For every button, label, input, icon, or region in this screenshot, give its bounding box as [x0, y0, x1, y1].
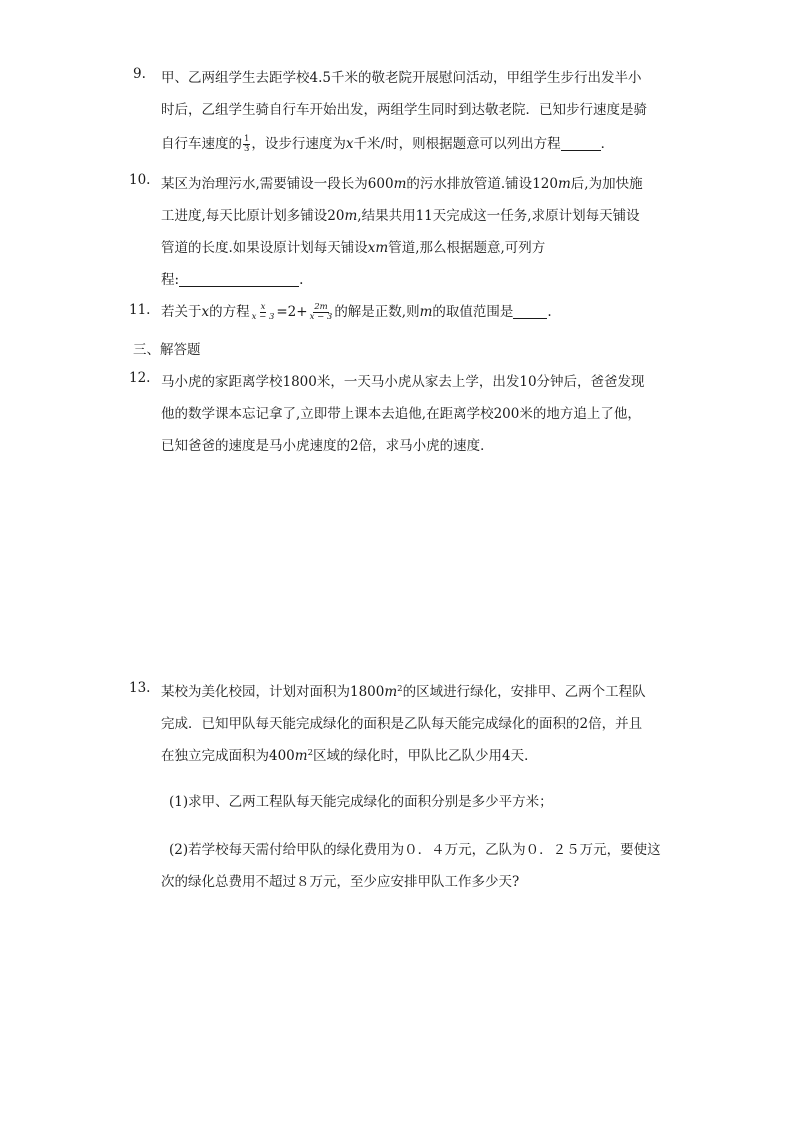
question-number: 13.	[129, 680, 151, 696]
question-text-line: 管道的长度.如果设原计划每天铺设xm管道,那么根据题意,可列方	[161, 240, 546, 256]
question-number: 11.	[129, 302, 151, 318]
answer-blank[interactable]	[513, 304, 547, 319]
question-text-line: 自行车速度的 $\frac{1}{3}$ ，设步行速度为x千米/时，则根据题意可以列出方程 ．	[161, 134, 615, 154]
question-text-line: 某区为治理污水,需要铺设一段长为600m的污水排放管道.铺设120m后,为加快施	[161, 176, 643, 192]
fraction: $\frac{x}{x - 3}$	[251, 302, 275, 322]
sub-question-2: (2)若学校每天需付给甲队的绿化费用为０．４万元，乙队为０．２５万元，要使这	[169, 842, 661, 858]
question-text-line: 若关于x的方程 $\frac{x}{x - 3}$ =2+ $\frac{2m}{x - 3}$ 的解是正数,则m的取值范围是 .	[161, 302, 552, 322]
fraction: $\frac{1}{3}$	[244, 134, 250, 154]
question-text-line: 工进度,每天比原计划多铺设20m,结果共用11天完成这一任务,求原计划每天铺设	[161, 208, 640, 224]
sub-question-1: (1)求甲、乙两工程队每天能完成绿化的面积分别是多少平方米；	[169, 794, 553, 810]
question-number: 9.	[133, 66, 146, 82]
question-text-line: 他的数学课本忘记拿了,立即带上课本去追他,在距离学校200米的地方追上了他，	[161, 406, 641, 422]
question-text-line: 完成．已知甲队每天能完成绿化的面积是乙队每天能完成绿化的面积的2倍，并且	[161, 716, 643, 732]
question-text-line: 某校为美化校园，计划对面积为$1800m^2$的区域进行绿化，安排甲、乙两个工程队	[161, 684, 646, 700]
fraction: $\frac{2m}{x - 3}$	[309, 302, 333, 322]
sub-question-2-continued: 次的绿化总费用不超过８万元，至少应安排甲队工作多少天?	[161, 874, 520, 890]
question-text-line: 在独立完成面积为$400m^2$区域的绿化时，甲队比乙队少用4天．	[161, 748, 538, 764]
question-text-line: 甲、乙两组学生去距学校4.5千米的敬老院开展慰问活动，甲组学生步行出发半小	[161, 70, 642, 86]
question-number: 12.	[129, 370, 151, 386]
question-text-line: 时后，乙组学生骑自行车开始出发，两组学生同时到达敬老院．已知步行速度是骑	[161, 102, 647, 118]
question-text-line: 马小虎的家距离学校1800米，一天马小虎从家去上学，出发10分钟后，爸爸发现	[161, 374, 645, 390]
answer-blank[interactable]	[561, 136, 601, 151]
question-number: 10.	[129, 172, 151, 188]
section-heading: 三、解答题	[133, 342, 201, 358]
question-text-line: 已知爸爸的速度是马小虎速度的2倍，求马小虎的速度．	[161, 438, 494, 454]
answer-blank[interactable]	[179, 272, 299, 287]
question-text-line: 程: .	[161, 272, 304, 288]
